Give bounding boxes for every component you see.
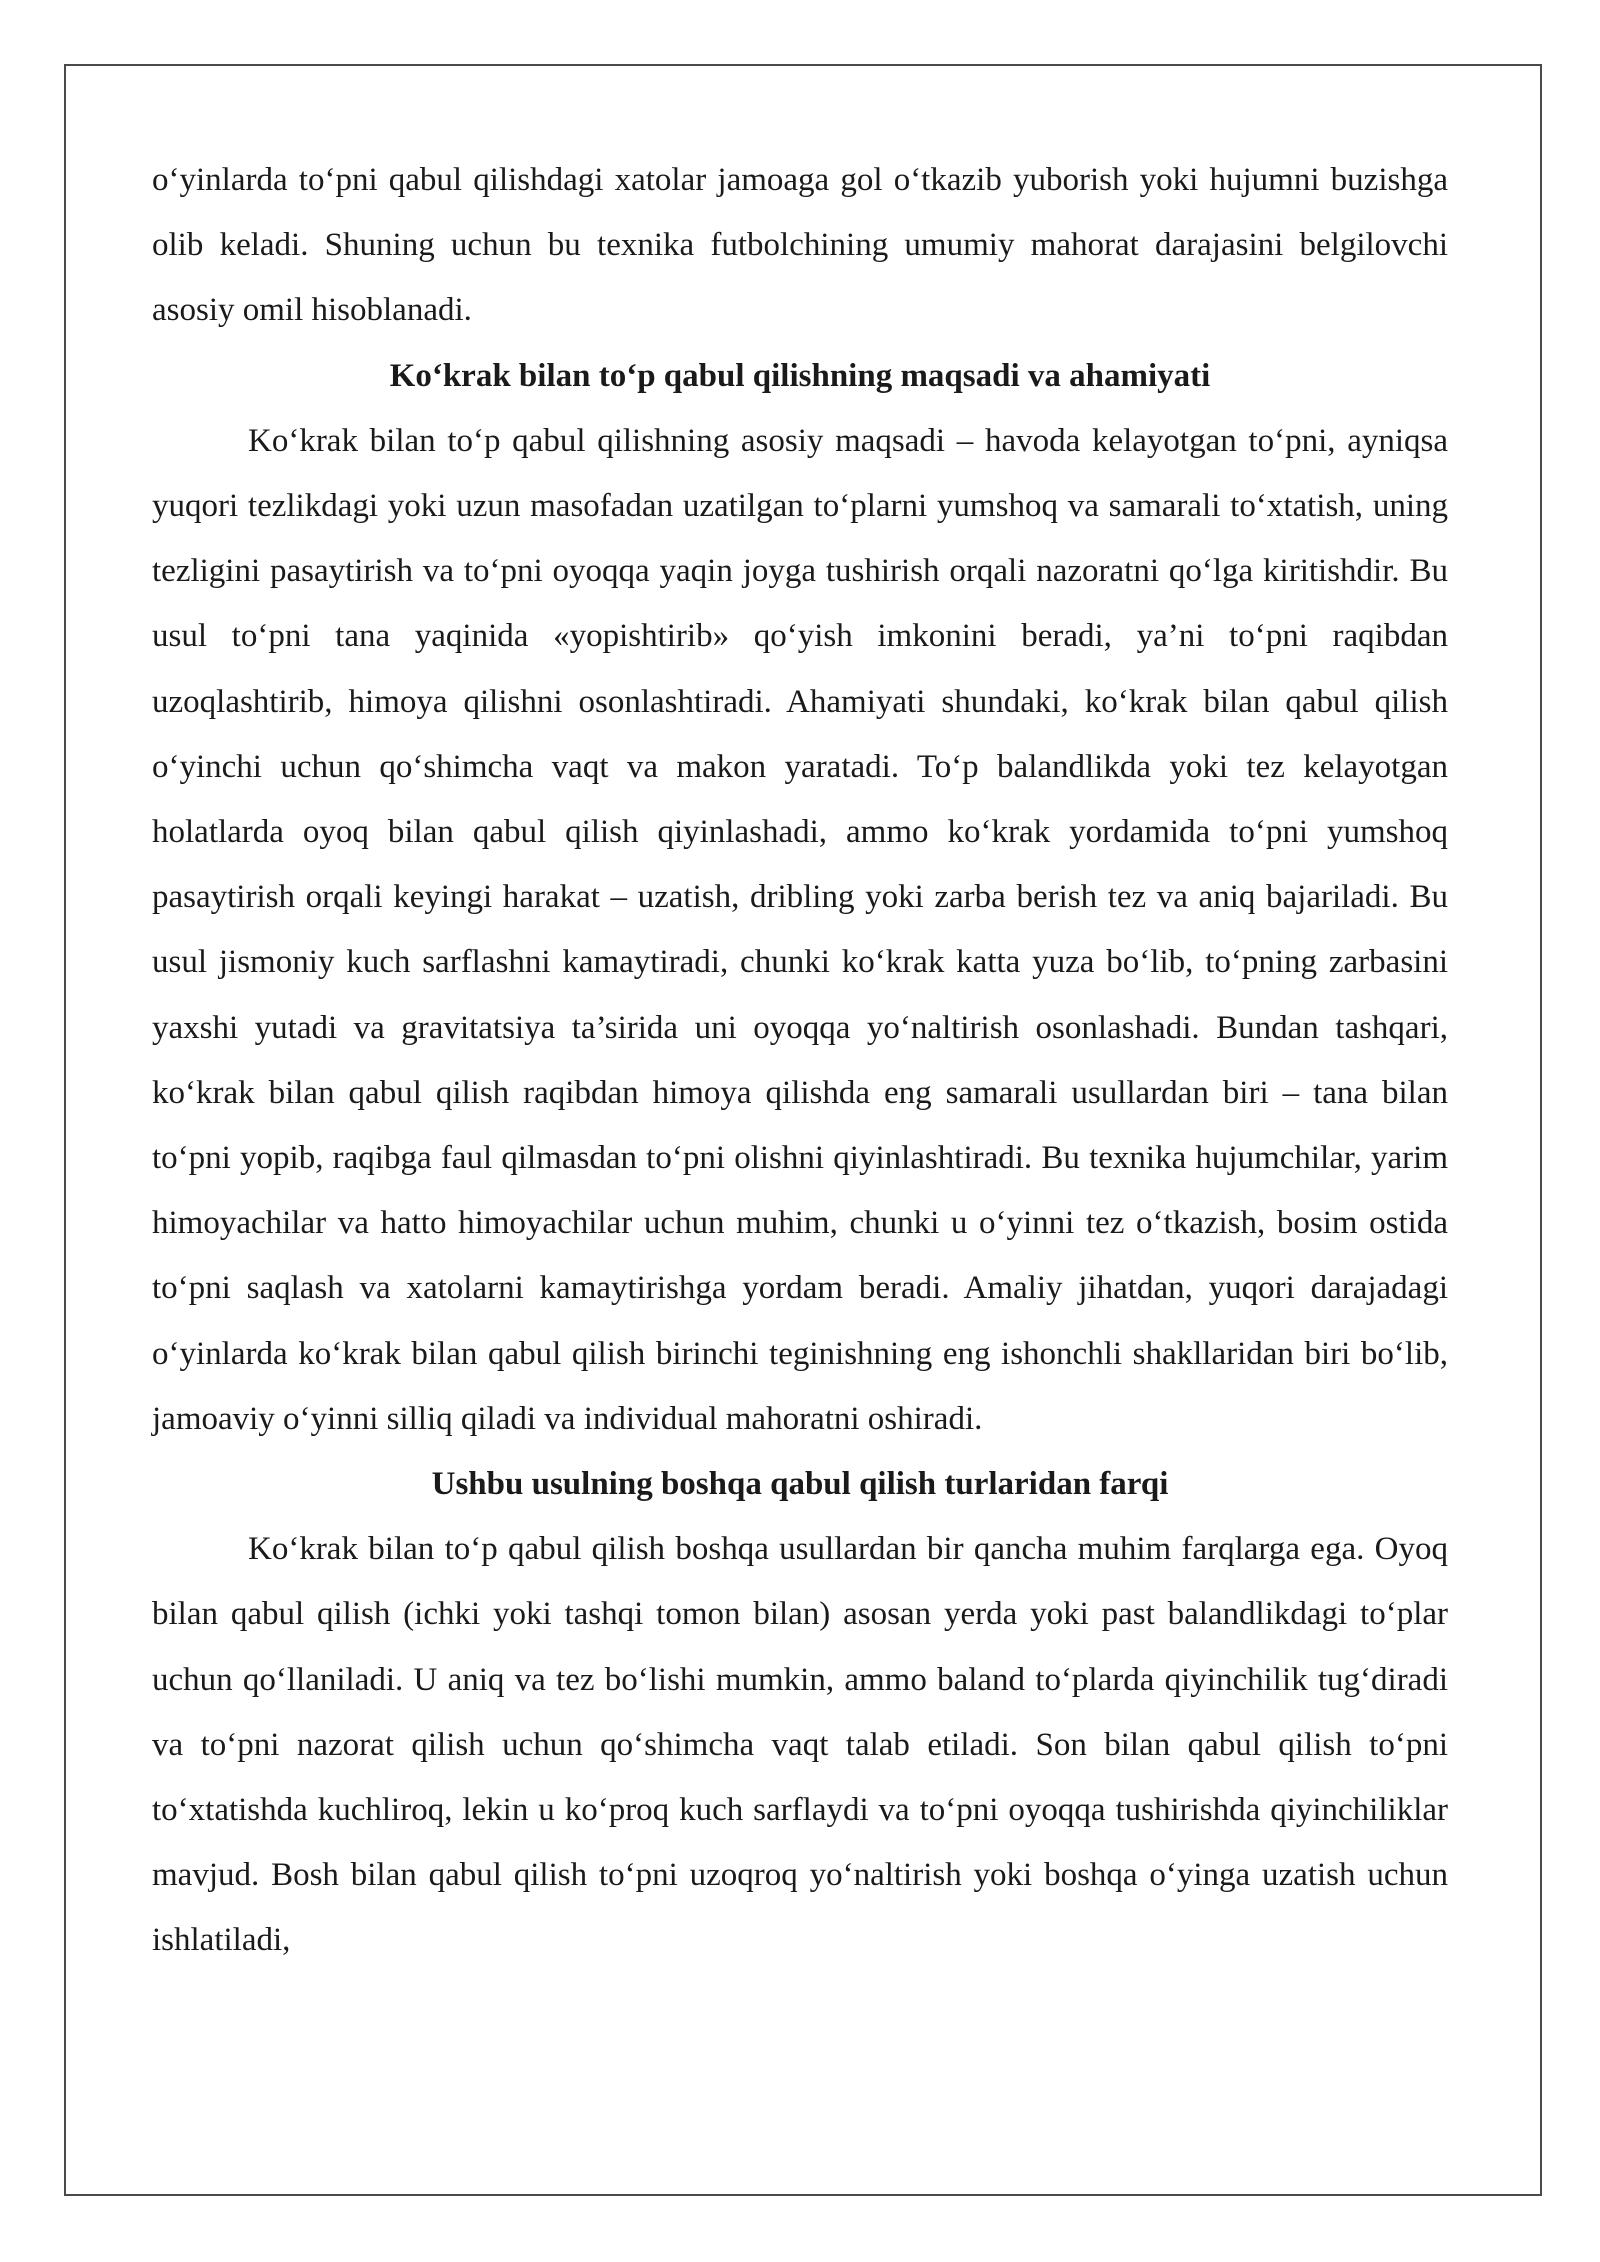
paragraph-difference: Ko‘krak bilan to‘p qabul qilish boshqa usullardan bir qancha muhim farqlarga ega. Oyoq bilan qabul qilish (ichki yoki tashqi tomon bilan) asosan yerda yoki past balandlikdagi to‘plar uchun qo‘llaniladi. U aniq va tez bo‘lishi mumkin, ammo baland to‘plarda qiyinchilik tug‘diradi va to‘pni nazorat qilish uchun qo‘shimcha vaqt talab etiladi. Son bilan qabul qilish to‘pni to‘xtatishda kuchliroq, lekin u ko‘proq kuch sarflaydi va to‘pni oyoqqa tushirishda qiyinchiliklar mavjud. Bosh bilan qabul qilish to‘pni uzoqroq yo‘naltirish yoki boshqa o‘yinga uzatish uchun ishlatiladi, bbox=[152, 1531, 1448, 1959]
paragraph-purpose: Ko‘krak bilan to‘p qabul qilishning asosiy maqsadi – havoda kelayotgan to‘pni, ayniqsa yuqori tezlikdagi yoki uzun masofadan uzatilgan to‘plarni yumshoq va samarali to‘xtatish, uning tezligini pasaytirish va to‘pni oyoqqa yaqin joyga tushirish orqali nazoratni qo‘lga kiritishdir. Bu usul to‘pni tana yaqinida «yopishtirib» qo‘yish imkonini beradi, ya’ni to‘pni raqibdan uzoqlashtirib, himoya qilishni osonlashtiradi. Ahamiyati shundaki, ko‘krak bilan qabul qilish o‘yinchi uchun qo‘shimcha vaqt va makon yaratadi. To‘p balandlikda yoki tez kelayotgan holatlarda oyoq bilan qabul qilish qiyinlashadi, ammo ko‘krak yordamida to‘pni yumshoq pasaytirish orqali keyingi harakat – uzatish, dribling yoki zarba berish tez va aniq bajariladi. Bu usul jismoniy kuch sarflashni kamaytiradi, chunki ko‘krak katta yuza bo‘lib, to‘pning zarbasini yaxshi yutadi va gravitatsiya ta’sirida uni oyoqqa yo‘naltirish osonlashadi. Bundan tashqari, ko‘krak bilan qabul qilish raqibdan himoya qilishda eng samarali usullardan biri – tana bilan to‘pni yopib, raqibga faul qilmasdan to‘pni olishni qiyinlashtiradi. Bu texnika hujumchilar, yarim himoyachilar va hatto himoyachilar uchun muhim, chunki u o‘yinni tez o‘tkazish, bosim ostida to‘pni saqlash va xatolarni kamaytirishga yordam beradi. Amaliy jihatdan, yuqori darajadagi o‘yinlarda ko‘krak bilan qabul qilish birinchi teginishning eng ishonchli shakllaridan biri bo‘lib, jamoaviy o‘yinni silliq qiladi va individual mahoratni oshiradi. bbox=[152, 422, 1448, 1437]
paragraph-intro-continuation: o‘yinlarda to‘pni qabul qilishdagi xatolar jamoaga gol o‘tkazib yuborish yoki hujumni buzishga olib keladi. Shuning uchun bu texnika futbolchining umumiy mahorat darajasini belgilovchi asosiy omil hisoblanadi. bbox=[152, 162, 1448, 329]
section-heading-difference: Ushbu usulning boshqa qabul qilish turlaridan farqi bbox=[431, 1466, 1169, 1503]
document-body bbox=[152, 148, 1448, 1974]
section-heading-purpose: Ko‘krak bilan to‘p qabul qilishning maqsadi va ahamiyati bbox=[389, 357, 1211, 394]
